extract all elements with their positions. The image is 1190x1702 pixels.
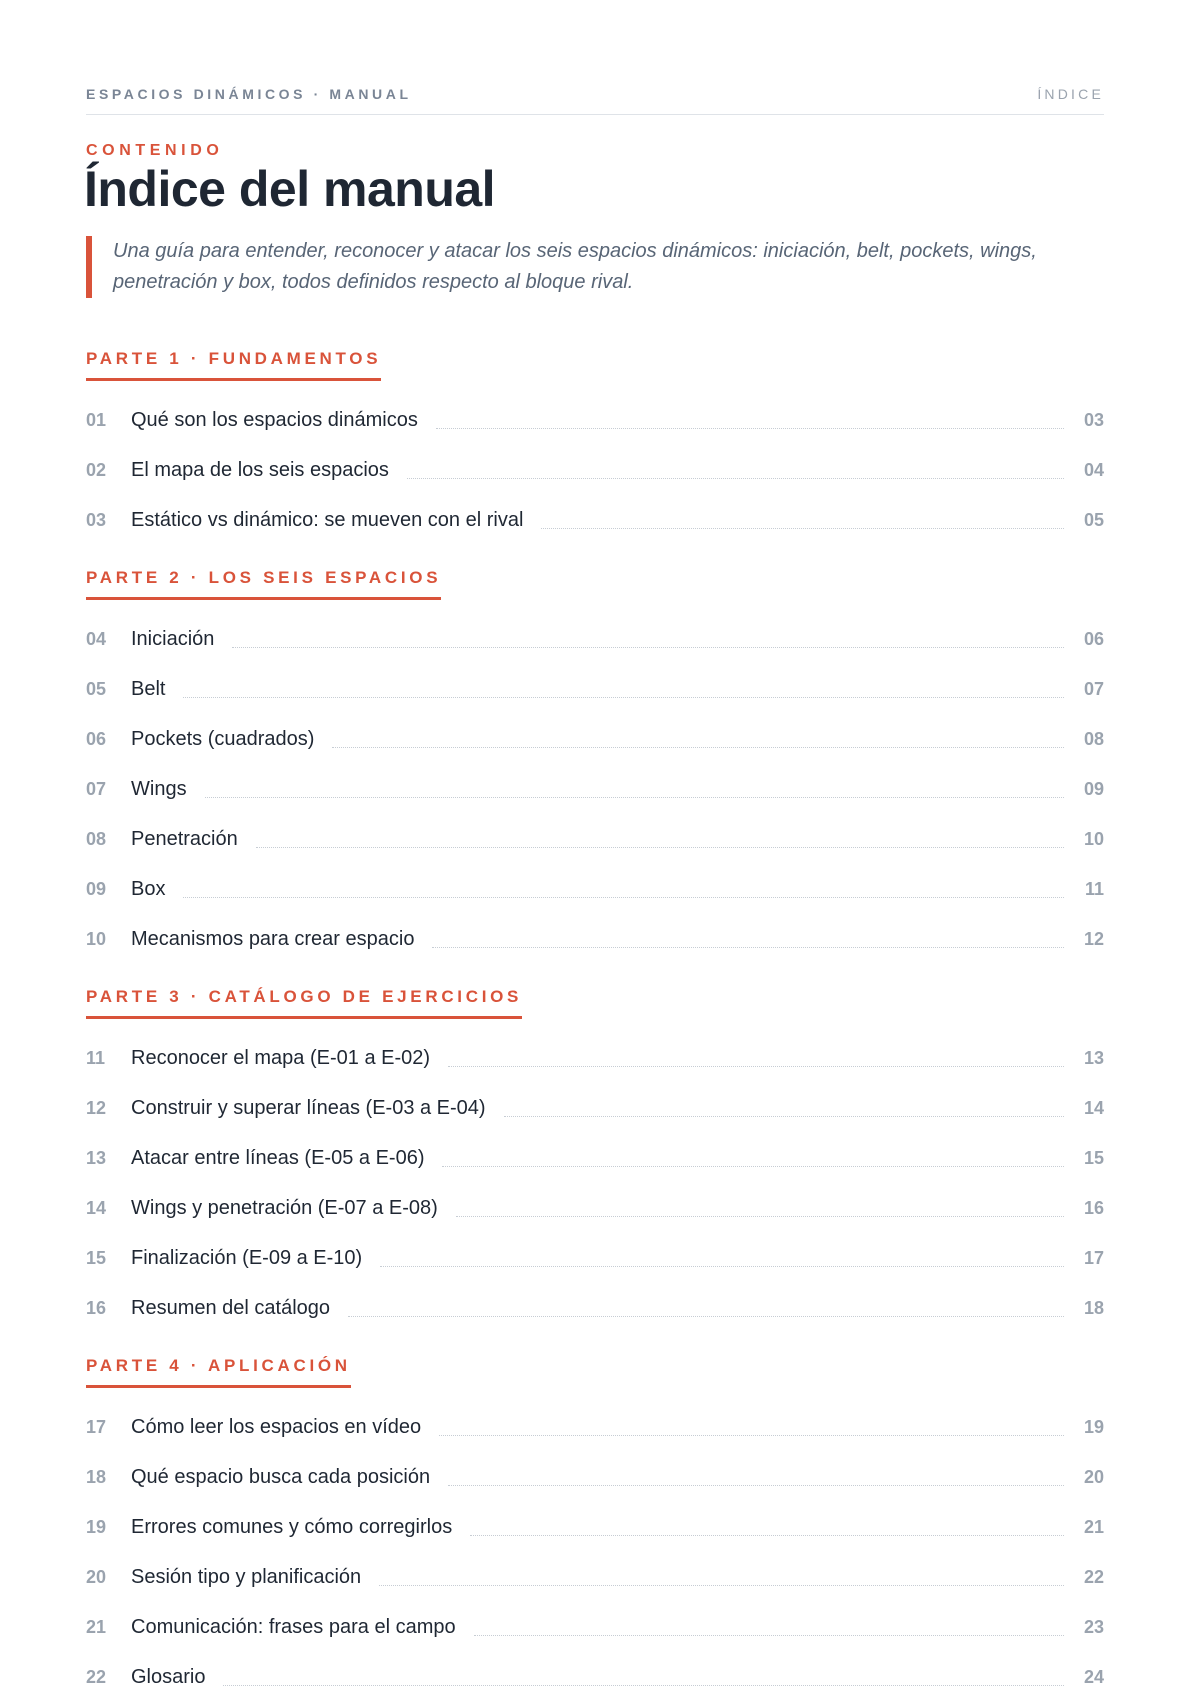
toc-entry[interactable]: [86, 395, 1104, 445]
dot-leader: [504, 1116, 1064, 1117]
toc-entry-title[interactable]: Glosario: [131, 1665, 206, 1688]
toc-list: [86, 1402, 1104, 1702]
toc-entry-number: 22: [86, 1666, 107, 1687]
toc-list: [86, 614, 1104, 964]
toc-entry-page[interactable]: 12: [1083, 928, 1104, 949]
toc-entry-page[interactable]: 03: [1083, 409, 1104, 430]
toc-entry-page[interactable]: 07: [1083, 678, 1104, 699]
dot-leader: [456, 1216, 1064, 1217]
toc-entry-page[interactable]: 23: [1083, 1616, 1104, 1637]
toc-entry-number: 19: [86, 1516, 107, 1537]
toc-entry[interactable]: [86, 1133, 1104, 1183]
toc-entry[interactable]: [86, 495, 1104, 545]
toc-entry[interactable]: [86, 1652, 1104, 1702]
toc-entry-number: 05: [86, 678, 107, 699]
dot-leader: [432, 947, 1064, 948]
toc-entry-number: 20: [86, 1566, 107, 1587]
toc-entry-number: 17: [86, 1416, 107, 1437]
toc-entry-title[interactable]: Resumen del catálogo: [131, 1296, 331, 1319]
dot-leader: [256, 847, 1064, 848]
toc-entry-page[interactable]: 22: [1083, 1566, 1104, 1587]
dot-leader: [223, 1685, 1064, 1686]
running-header-title: ESPACIOS DINÁMICOS · MANUAL: [86, 86, 412, 102]
part-title: PARTE 3 · CATÁLOGO DE EJERCICIOS: [86, 987, 522, 1019]
toc-entry-number: 06: [86, 728, 107, 749]
toc-entry-number: 03: [86, 509, 107, 530]
toc-entry-page[interactable]: 16: [1083, 1197, 1104, 1218]
dot-leader: [183, 697, 1064, 698]
dot-leader: [442, 1166, 1064, 1167]
toc-entry[interactable]: [86, 714, 1104, 764]
eyebrow-label: CONTENIDO: [86, 142, 224, 159]
part-1: [86, 349, 1104, 545]
toc-entry-page[interactable]: 18: [1083, 1297, 1104, 1318]
toc-entry-title[interactable]: Qué espacio busca cada posición: [131, 1465, 431, 1488]
toc-entry-number: 18: [86, 1466, 107, 1487]
toc-entry-title[interactable]: Construir y superar líneas (E-03 a E-04): [131, 1096, 486, 1119]
dot-leader: [448, 1066, 1064, 1067]
toc-entry[interactable]: [86, 1033, 1104, 1083]
toc-entry-page[interactable]: 09: [1083, 778, 1104, 799]
toc-entry[interactable]: [86, 1502, 1104, 1552]
dot-leader: [541, 528, 1064, 529]
dot-leader: [436, 428, 1064, 429]
toc-entry[interactable]: [86, 1283, 1104, 1333]
toc-entry-page[interactable]: 14: [1083, 1097, 1104, 1118]
toc-entry-title[interactable]: Iniciación: [131, 627, 215, 650]
toc-entry-title[interactable]: Belt: [131, 677, 166, 700]
toc-entry-page[interactable]: 06: [1083, 628, 1104, 649]
toc-list: [86, 1033, 1104, 1333]
toc-entry-page[interactable]: 13: [1083, 1047, 1104, 1068]
lead-quote: [86, 236, 1123, 298]
part-4: [86, 1356, 1104, 1702]
toc-entry-page[interactable]: 08: [1083, 728, 1104, 749]
toc-entry-title[interactable]: Mecanismos para crear espacio: [131, 927, 415, 950]
lead-text: Una guía para entender, reconocer y atacar los seis espacios dinámicos: iniciación, belt, pockets, wings, penetración y box, todos definidos respecto al bloque rival.: [113, 240, 1037, 293]
toc-entry-title[interactable]: Estático vs dinámico: se mueven con el rival: [131, 508, 524, 531]
toc-entry-number: 15: [86, 1247, 107, 1268]
dot-leader: [332, 747, 1064, 748]
dot-leader: [379, 1585, 1064, 1586]
dot-leader: [348, 1316, 1064, 1317]
toc-entry[interactable]: [86, 1452, 1104, 1502]
toc-entry-title[interactable]: Qué son los espacios dinámicos: [131, 408, 418, 431]
page-title: Índice del manual: [84, 161, 496, 217]
running-header: [86, 84, 1104, 115]
part-title: PARTE 4 · APLICACIÓN: [86, 1356, 351, 1388]
toc-entry-title[interactable]: Comunicación: frases para el campo: [131, 1615, 456, 1638]
toc-entry-page[interactable]: 19: [1083, 1416, 1104, 1437]
toc-entry[interactable]: [86, 764, 1104, 814]
toc-entry-page[interactable]: 21: [1083, 1516, 1104, 1537]
toc-entry-page[interactable]: 24: [1083, 1666, 1104, 1687]
toc-entry-title[interactable]: Pockets (cuadrados): [131, 727, 315, 750]
dot-leader: [380, 1266, 1064, 1267]
toc-entry-title[interactable]: El mapa de los seis espacios: [131, 458, 389, 481]
toc-entry-title[interactable]: Atacar entre líneas (E-05 a E-06): [131, 1146, 425, 1169]
toc-entry-number: 02: [86, 459, 107, 480]
toc-entry[interactable]: [86, 864, 1104, 914]
part-title: PARTE 1 · FUNDAMENTOS: [86, 349, 381, 381]
dot-leader: [183, 897, 1064, 898]
toc-entry[interactable]: [86, 1233, 1104, 1283]
dot-leader: [205, 797, 1064, 798]
dot-leader: [448, 1485, 1064, 1486]
toc-entry[interactable]: [86, 1402, 1104, 1452]
part-title: PARTE 2 · LOS SEIS ESPACIOS: [86, 568, 441, 600]
running-header-section: ÍNDICE: [1037, 86, 1104, 102]
toc-entry-title[interactable]: Wings y penetración (E-07 a E-08): [131, 1196, 438, 1219]
toc-entry[interactable]: [86, 1552, 1104, 1602]
toc-entry-number: 04: [86, 628, 107, 649]
toc-entry-title[interactable]: Errores comunes y cómo corregirlos: [131, 1515, 453, 1538]
toc-entry-title[interactable]: Wings: [131, 777, 187, 800]
toc-entry-page[interactable]: 20: [1083, 1466, 1104, 1487]
toc-entry[interactable]: [86, 445, 1104, 495]
toc-entry[interactable]: [86, 914, 1104, 964]
dot-leader: [474, 1635, 1064, 1636]
toc-entry[interactable]: [86, 614, 1104, 664]
toc-entry-number: 13: [86, 1147, 107, 1168]
dot-leader: [439, 1435, 1064, 1436]
toc-entry-number: 10: [86, 928, 107, 949]
toc-entry-page[interactable]: 17: [1083, 1247, 1104, 1268]
part-2: [86, 568, 1104, 964]
toc-entry-number: 16: [86, 1297, 107, 1318]
toc-entry-page[interactable]: 15: [1083, 1147, 1104, 1168]
toc-entry-title[interactable]: Cómo leer los espacios en vídeo: [131, 1415, 422, 1438]
toc-entry-title[interactable]: Sesión tipo y planificación: [131, 1565, 362, 1588]
toc-entry[interactable]: [86, 1602, 1104, 1652]
toc-entry[interactable]: [86, 1083, 1104, 1133]
part-3: [86, 987, 1104, 1333]
dot-leader: [407, 478, 1064, 479]
toc-entry-title[interactable]: Finalización (E-09 a E-10): [131, 1246, 363, 1269]
toc-entry-number: 07: [86, 778, 107, 799]
dot-leader: [470, 1535, 1064, 1536]
toc-entry-page[interactable]: 10: [1083, 828, 1104, 849]
toc-entry-number: 12: [86, 1097, 107, 1118]
toc-entry-title[interactable]: Reconocer el mapa (E-01 a E-02): [131, 1046, 431, 1069]
toc-entry-page[interactable]: 11: [1084, 878, 1104, 899]
toc-list: [86, 395, 1104, 545]
toc-entry[interactable]: [86, 1183, 1104, 1233]
toc-entry-number: 09: [86, 878, 107, 899]
toc-entry-number: 14: [86, 1197, 107, 1218]
toc-entry[interactable]: [86, 664, 1104, 714]
toc-entry[interactable]: [86, 814, 1104, 864]
toc-entry-title[interactable]: Penetración: [131, 827, 238, 850]
toc-entry-title[interactable]: Box: [131, 877, 166, 900]
toc-entry-number: 08: [86, 828, 107, 849]
toc-entry-page[interactable]: 05: [1083, 509, 1104, 530]
toc-entry-number: 21: [86, 1616, 107, 1637]
toc-entry-number: 11: [86, 1047, 106, 1068]
dot-leader: [232, 647, 1064, 648]
toc-entry-number: 01: [86, 409, 107, 430]
toc-entry-page[interactable]: 04: [1083, 459, 1104, 480]
